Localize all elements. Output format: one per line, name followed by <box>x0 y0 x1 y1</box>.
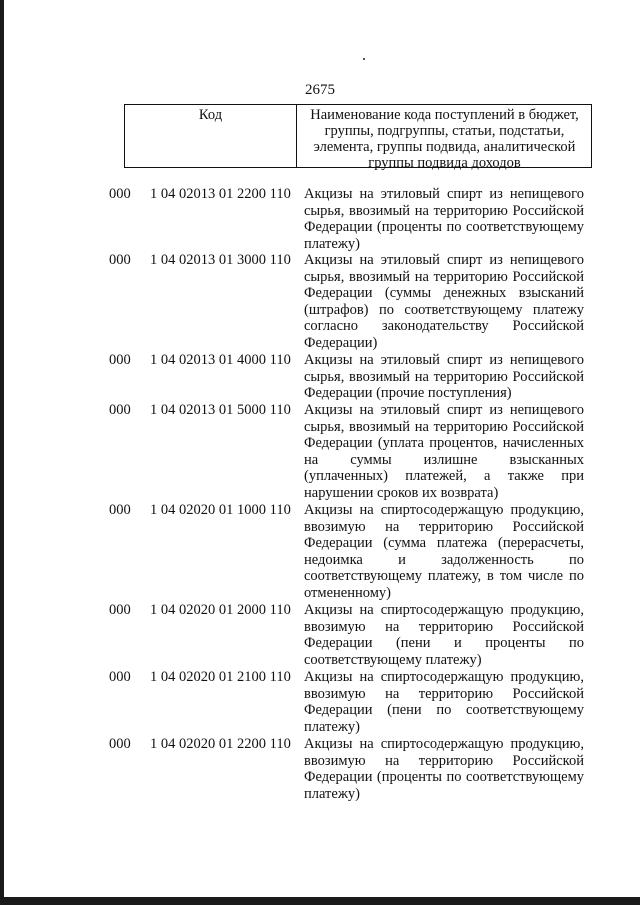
row-description: Акцизы на спиртосодержащую продукцию, ввозимую на территорию Российской Федерации (проценты по соответствующему платежу) <box>304 736 584 802</box>
row-description: Акцизы на этиловый спирт из непищевого сырья, ввозимый на территорию Российской Федерации (уплата процентов, начисленных на суммы излишне взысканных (уплаченных) платежей, а также при нарушении сроков их возврата) <box>304 402 584 501</box>
admin-code: 000 <box>109 502 131 518</box>
row-description: Акцизы на спиртосодержащую продукцию, ввозимую на территорию Российской Федерации (сумма платежа (перерасчеты, недоимка и задолженность по соответствующему платежу, в том числе по отмененному) <box>304 502 584 601</box>
table-row <box>0 352 640 402</box>
admin-code: 000 <box>109 669 131 685</box>
row-description: Акцизы на спиртосодержащую продукцию, ввозимую на территорию Российской Федерации (пени по соответствующему платежу) <box>304 669 584 735</box>
admin-code: 000 <box>109 602 131 618</box>
table-row <box>0 402 640 502</box>
scan-bottom-edge <box>0 897 640 905</box>
table-row <box>0 186 640 252</box>
table-body <box>0 186 640 803</box>
admin-code: 000 <box>109 352 131 368</box>
budget-code: 1 04 02020 01 2100 110 <box>150 669 291 685</box>
table-row <box>0 502 640 602</box>
admin-code: 000 <box>109 252 131 268</box>
header-name-cell: Наименование кода поступлений в бюджет, группы, подгруппы, статьи, подстатьи, элемента, группы подвида, аналитической группы подвида доходов <box>310 107 579 171</box>
budget-code: 1 04 02013 01 4000 110 <box>150 352 291 368</box>
budget-code: 1 04 02020 01 2000 110 <box>150 602 291 618</box>
budget-code: 1 04 02020 01 2200 110 <box>150 736 291 752</box>
row-description: Акцизы на спиртосодержащую продукцию, ввозимую на территорию Российской Федерации (пени и проценты по соответствующему платежу) <box>304 602 584 668</box>
row-description: Акцизы на этиловый спирт из непищевого сырья, ввозимый на территорию Российской Федерации (прочие поступления) <box>304 352 584 401</box>
table-row <box>0 252 640 352</box>
table-header <box>124 104 592 171</box>
row-description: Акцизы на этиловый спирт из непищевого сырья, ввозимый на территорию Российской Федерации (суммы денежных взысканий (штрафов) по соответствующему платежу согласно законодательству Российской Федерации) <box>304 252 584 351</box>
table-row <box>0 736 640 803</box>
admin-code: 000 <box>109 186 131 202</box>
admin-code: 000 <box>109 736 131 752</box>
budget-code: 1 04 02013 01 2200 110 <box>150 186 291 202</box>
budget-code: 1 04 02013 01 3000 110 <box>150 252 291 268</box>
header-code-cell: Код <box>125 105 297 167</box>
table-row <box>0 602 640 669</box>
budget-code: 1 04 02013 01 5000 110 <box>150 402 291 418</box>
scan-speck <box>363 58 365 60</box>
budget-code: 1 04 02020 01 1000 110 <box>150 502 291 518</box>
row-description: Акцизы на этиловый спирт из непищевого сырья, ввозимый на территорию Российской Федерации (проценты по соответствующему платежу) <box>304 186 584 252</box>
admin-code: 000 <box>109 402 131 418</box>
page-number: 2675 <box>305 82 335 98</box>
table-row <box>0 669 640 736</box>
